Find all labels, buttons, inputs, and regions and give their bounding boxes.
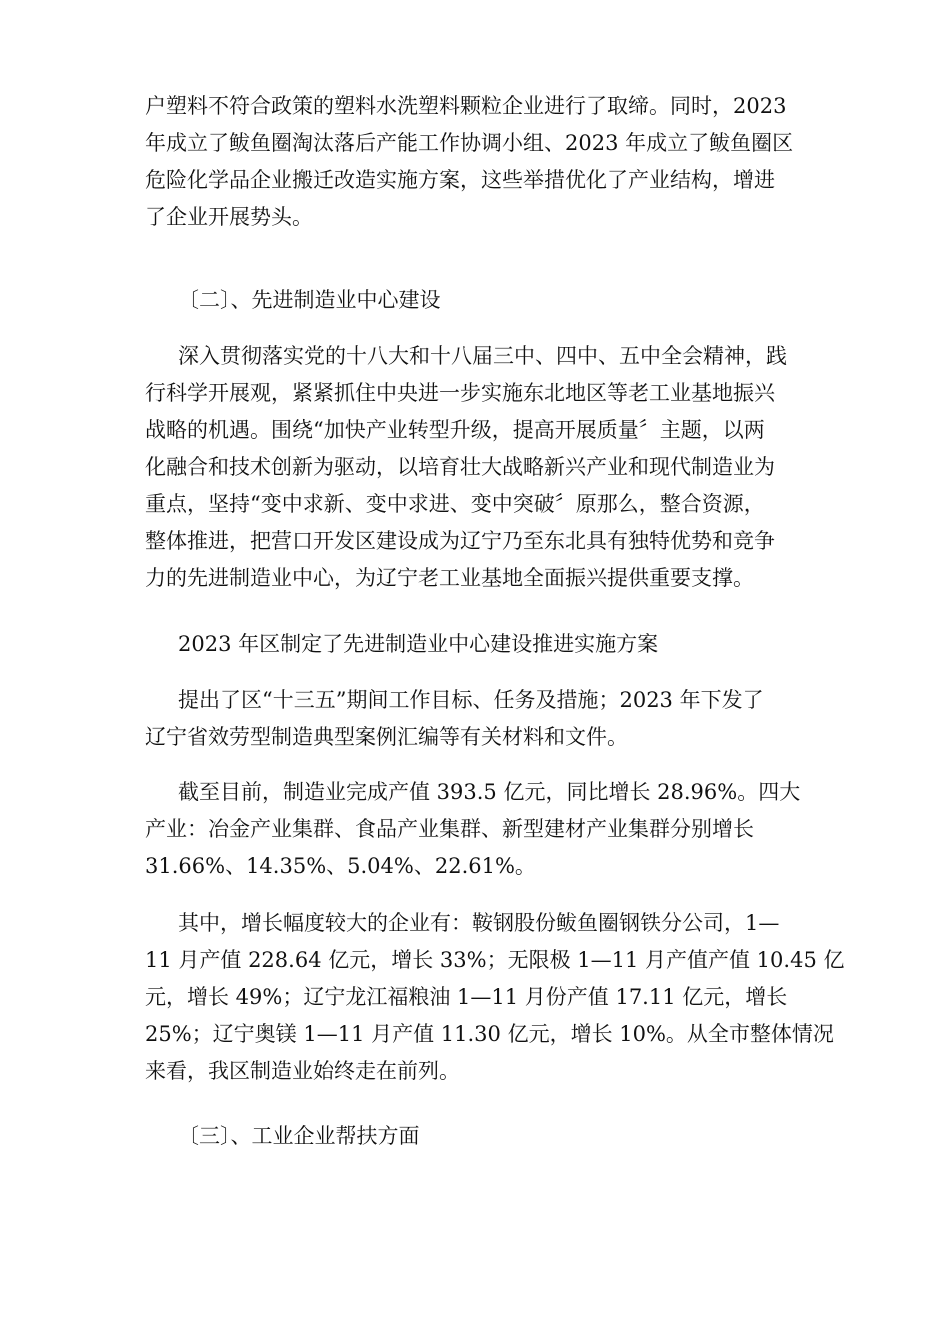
text-line: 深入贯彻落实党的十八大和十八届三中、四中、五中全会精神，践 <box>178 344 787 368</box>
text-line: 辽宁省效劳型制造典型案例汇编等有关材料和文件。 <box>145 725 628 749</box>
paragraph-industrial-structure <box>145 88 805 236</box>
text-line: 31.66%、14.35%、5.04%、22.61%。 <box>145 854 536 878</box>
text-line: 重点，坚持“变中求新、变中求进、变中突破〞原那么，整合资源， <box>145 492 765 516</box>
text-line: 提出了区“十三五”期间工作目标、任务及措施；2023 年下发了 <box>178 688 764 712</box>
text-line: 危险化学品企业搬迁改造实施方案，这些举措优化了产业结构，增进 <box>145 168 775 192</box>
text-line: 其中，增长幅度较大的企业有：鞍钢股份鲅鱼圈钢铁分公司，1— <box>178 911 780 935</box>
section-heading-text: 〔三〕、工业企业帮扶方面 <box>178 1124 420 1148</box>
text-line: 化融合和技术创新为驱动，以培育壮大战略新兴产业和现代制造业为 <box>145 455 775 479</box>
paragraph-strategy <box>145 338 805 597</box>
text-line: 元，增长 49%；辽宁龙江福粮油 1—11 月份产值 17.11 亿元，增长 <box>145 985 788 1009</box>
text-line: 11 月产值 228.64 亿元，增长 33%；无限极 1—11 月产值产值 10.45 亿 <box>145 948 845 972</box>
paragraph-plan-title <box>145 626 838 663</box>
text-line: 行科学开展观，紧紧抓住中央进一步实施东北地区等老工业基地振兴 <box>145 381 775 405</box>
text-line: 产业：冶金产业集群、食品产业集群、新型建材产业集群分别增长 <box>145 817 754 841</box>
section-heading-enterprise-support <box>145 1118 838 1155</box>
paragraph-output-value <box>145 774 805 885</box>
text-line: 户塑料不符合政策的塑料水洗塑料颗粒企业进行了取缔。同时，2023 <box>145 94 787 118</box>
section-heading-advanced-manufacturing <box>145 282 838 319</box>
text-line: 来看，我区制造业始终走在前列。 <box>145 1059 460 1083</box>
text-line: 截至目前，制造业完成产值 393.5 亿元，同比增长 28.96%。四大 <box>178 780 801 804</box>
text-line: 25%；辽宁奥镁 1—11 月产值 11.30 亿元，增长 10%。从全市整体情况 <box>145 1022 834 1046</box>
paragraph-targets <box>145 682 805 756</box>
text-line: 了企业开展势头。 <box>145 205 313 229</box>
paragraph-enterprises <box>145 905 845 1090</box>
text-line: 力的先进制造业中心，为辽宁老工业基地全面振兴提供重要支撑。 <box>145 566 754 590</box>
section-heading-text: 〔二〕、先进制造业中心建设 <box>178 288 441 312</box>
text-line: 年成立了鲅鱼圈淘汰落后产能工作协调小组、2023 年成立了鲅鱼圈区 <box>145 131 794 155</box>
text-line: 整体推进，把营口开发区建设成为辽宁乃至东北具有独特优势和竞争 <box>145 529 775 553</box>
text-line: 2023 年区制定了先进制造业中心建设推进实施方案 <box>178 632 659 656</box>
text-line: 战略的机遇。围绕“加快产业转型升级，提高开展质量〞主题，以两 <box>145 418 765 442</box>
